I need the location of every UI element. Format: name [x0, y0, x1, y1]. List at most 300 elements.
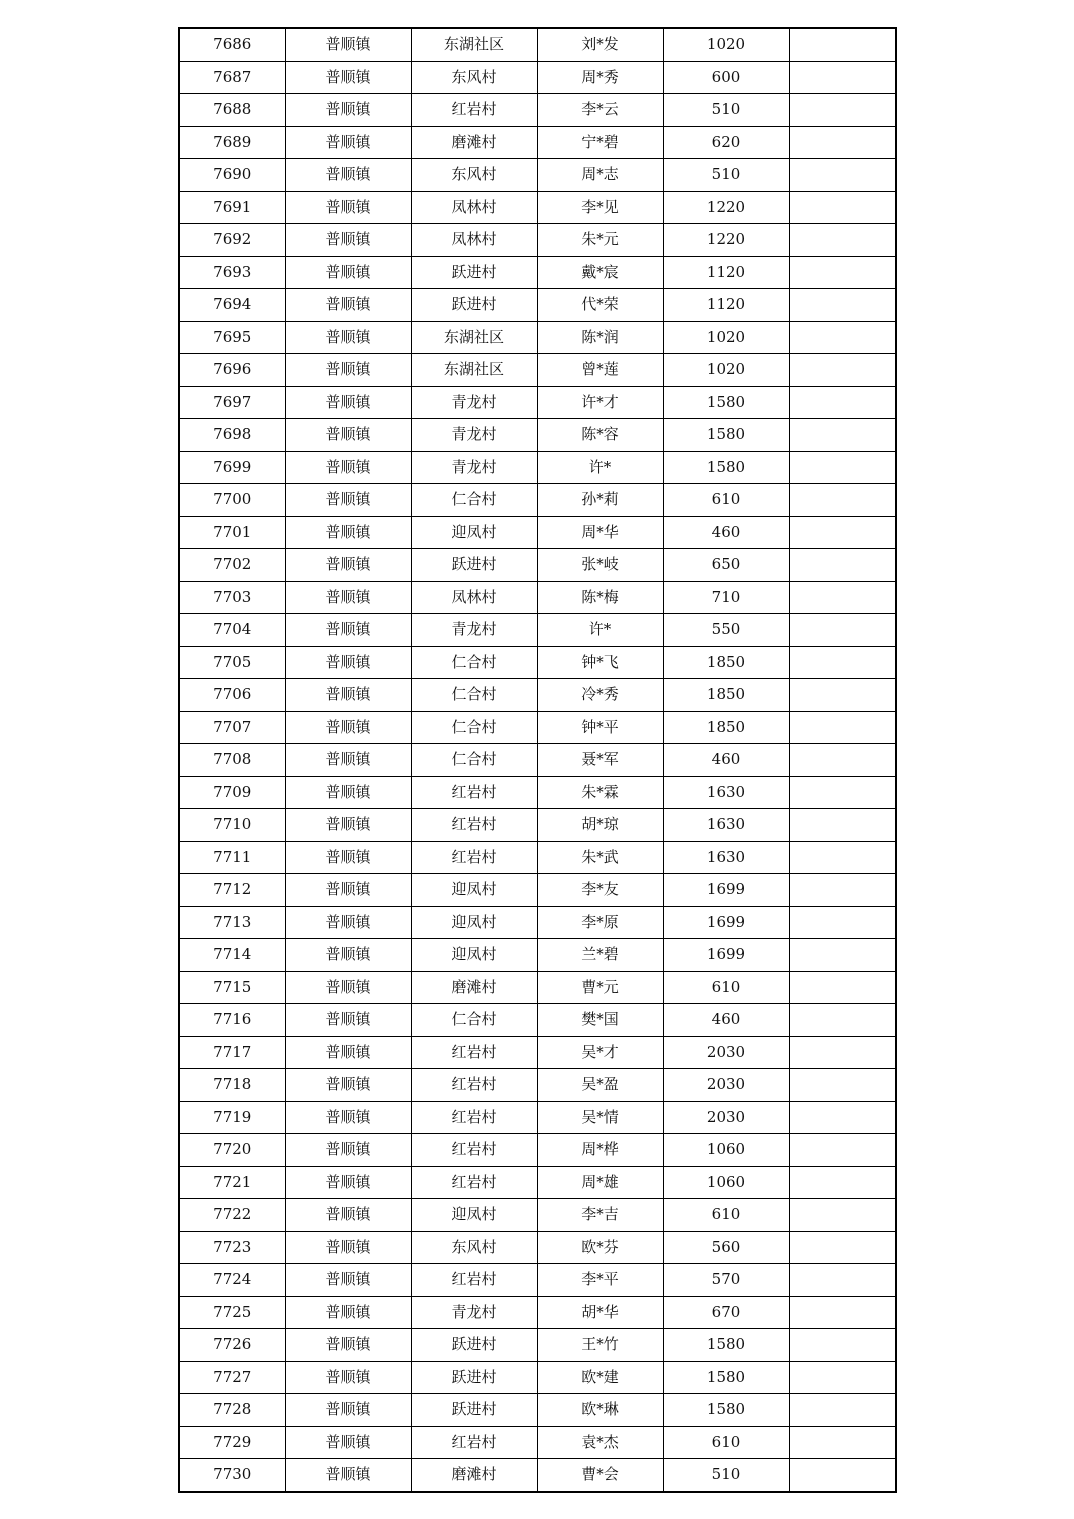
note-cell [789, 646, 896, 679]
table-row [179, 1329, 896, 1362]
amount-cell: 1699 [663, 874, 789, 907]
serial-number-cell: 7719 [179, 1101, 285, 1134]
note-cell [789, 94, 896, 127]
table-row [179, 321, 896, 354]
serial-number-cell: 7716 [179, 1004, 285, 1037]
note-cell [789, 1231, 896, 1264]
note-cell [789, 906, 896, 939]
town-cell: 普顺镇 [285, 874, 411, 907]
village-cell: 仁合村 [411, 646, 537, 679]
serial-number-cell: 7708 [179, 744, 285, 777]
note-cell [789, 841, 896, 874]
village-cell: 青龙村 [411, 1296, 537, 1329]
name-cell: 聂*军 [537, 744, 663, 777]
amount-cell: 570 [663, 1264, 789, 1297]
table-row [179, 711, 896, 744]
note-cell [789, 256, 896, 289]
town-cell: 普顺镇 [285, 1069, 411, 1102]
village-cell: 东湖社区 [411, 321, 537, 354]
table-row [179, 126, 896, 159]
amount-cell: 1850 [663, 711, 789, 744]
amount-cell: 1580 [663, 419, 789, 452]
name-cell: 陈*润 [537, 321, 663, 354]
note-cell [789, 809, 896, 842]
town-cell: 普顺镇 [285, 159, 411, 192]
amount-cell: 460 [663, 1004, 789, 1037]
table-row [179, 28, 896, 61]
amount-cell: 1220 [663, 224, 789, 257]
serial-number-cell: 7707 [179, 711, 285, 744]
amount-cell: 460 [663, 744, 789, 777]
note-cell [789, 28, 896, 61]
village-cell: 磨滩村 [411, 971, 537, 1004]
amount-cell: 2030 [663, 1069, 789, 1102]
serial-number-cell: 7714 [179, 939, 285, 972]
table-row [179, 1394, 896, 1427]
village-cell: 跃进村 [411, 289, 537, 322]
note-cell [789, 224, 896, 257]
town-cell: 普顺镇 [285, 581, 411, 614]
name-cell: 李*平 [537, 1264, 663, 1297]
table-row [179, 354, 896, 387]
name-cell: 樊*国 [537, 1004, 663, 1037]
amount-cell: 1850 [663, 646, 789, 679]
village-cell: 凤林村 [411, 581, 537, 614]
note-cell [789, 1361, 896, 1394]
town-cell: 普顺镇 [285, 1329, 411, 1362]
table-row [179, 159, 896, 192]
town-cell: 普顺镇 [285, 711, 411, 744]
serial-number-cell: 7725 [179, 1296, 285, 1329]
amount-cell: 1850 [663, 679, 789, 712]
village-cell: 凤林村 [411, 224, 537, 257]
table-row [179, 1101, 896, 1134]
town-cell: 普顺镇 [285, 1426, 411, 1459]
note-cell [789, 1426, 896, 1459]
table-row [179, 451, 896, 484]
serial-number-cell: 7703 [179, 581, 285, 614]
name-cell: 兰*碧 [537, 939, 663, 972]
note-cell [789, 1004, 896, 1037]
name-cell: 曾*莲 [537, 354, 663, 387]
table-row [179, 419, 896, 452]
serial-number-cell: 7701 [179, 516, 285, 549]
town-cell: 普顺镇 [285, 776, 411, 809]
village-cell: 红岩村 [411, 1134, 537, 1167]
village-cell: 跃进村 [411, 256, 537, 289]
name-cell: 朱*元 [537, 224, 663, 257]
serial-number-cell: 7722 [179, 1199, 285, 1232]
amount-cell: 1630 [663, 776, 789, 809]
serial-number-cell: 7691 [179, 191, 285, 224]
town-cell: 普顺镇 [285, 1394, 411, 1427]
note-cell [789, 1166, 896, 1199]
name-cell: 许* [537, 451, 663, 484]
village-cell: 磨滩村 [411, 126, 537, 159]
town-cell: 普顺镇 [285, 744, 411, 777]
name-cell: 朱*霖 [537, 776, 663, 809]
serial-number-cell: 7709 [179, 776, 285, 809]
note-cell [789, 971, 896, 1004]
table-row [179, 809, 896, 842]
note-cell [789, 451, 896, 484]
note-cell [789, 386, 896, 419]
town-cell: 普顺镇 [285, 94, 411, 127]
note-cell [789, 1394, 896, 1427]
town-cell: 普顺镇 [285, 939, 411, 972]
village-cell: 青龙村 [411, 386, 537, 419]
amount-cell: 2030 [663, 1101, 789, 1134]
note-cell [789, 874, 896, 907]
table-row [179, 386, 896, 419]
serial-number-cell: 7723 [179, 1231, 285, 1264]
note-cell [789, 321, 896, 354]
table-row [179, 939, 896, 972]
village-cell: 仁合村 [411, 711, 537, 744]
amount-cell: 1220 [663, 191, 789, 224]
name-cell: 周*志 [537, 159, 663, 192]
serial-number-cell: 7690 [179, 159, 285, 192]
name-cell: 李*云 [537, 94, 663, 127]
name-cell: 欧*芬 [537, 1231, 663, 1264]
name-cell: 吴*才 [537, 1036, 663, 1069]
serial-number-cell: 7700 [179, 484, 285, 517]
town-cell: 普顺镇 [285, 906, 411, 939]
amount-cell: 1580 [663, 386, 789, 419]
name-cell: 钟*平 [537, 711, 663, 744]
amount-cell: 1060 [663, 1166, 789, 1199]
village-cell: 仁合村 [411, 679, 537, 712]
table-row [179, 94, 896, 127]
name-cell: 周*华 [537, 516, 663, 549]
table-row [179, 224, 896, 257]
name-cell: 钟*飞 [537, 646, 663, 679]
name-cell: 胡*琼 [537, 809, 663, 842]
amount-cell: 1020 [663, 354, 789, 387]
village-cell: 迎凤村 [411, 1199, 537, 1232]
amount-cell: 610 [663, 484, 789, 517]
name-cell: 朱*武 [537, 841, 663, 874]
amount-cell: 1020 [663, 28, 789, 61]
name-cell: 陈*梅 [537, 581, 663, 614]
town-cell: 普顺镇 [285, 646, 411, 679]
serial-number-cell: 7710 [179, 809, 285, 842]
table-row [179, 874, 896, 907]
amount-cell: 1580 [663, 1361, 789, 1394]
serial-number-cell: 7718 [179, 1069, 285, 1102]
serial-number-cell: 7697 [179, 386, 285, 419]
name-cell: 李*原 [537, 906, 663, 939]
serial-number-cell: 7720 [179, 1134, 285, 1167]
serial-number-cell: 7712 [179, 874, 285, 907]
serial-number-cell: 7704 [179, 614, 285, 647]
table-row [179, 1134, 896, 1167]
roster-table [178, 27, 897, 1493]
name-cell: 袁*杰 [537, 1426, 663, 1459]
amount-cell: 560 [663, 1231, 789, 1264]
serial-number-cell: 7728 [179, 1394, 285, 1427]
note-cell [789, 1101, 896, 1134]
town-cell: 普顺镇 [285, 809, 411, 842]
amount-cell: 1699 [663, 939, 789, 972]
note-cell [789, 289, 896, 322]
note-cell [789, 1069, 896, 1102]
note-cell [789, 126, 896, 159]
note-cell [789, 614, 896, 647]
name-cell: 李*吉 [537, 1199, 663, 1232]
name-cell: 周*桦 [537, 1134, 663, 1167]
amount-cell: 2030 [663, 1036, 789, 1069]
name-cell: 孙*莉 [537, 484, 663, 517]
town-cell: 普顺镇 [285, 1264, 411, 1297]
serial-number-cell: 7717 [179, 1036, 285, 1069]
table-row [179, 776, 896, 809]
name-cell: 李*友 [537, 874, 663, 907]
name-cell: 代*荣 [537, 289, 663, 322]
town-cell: 普顺镇 [285, 841, 411, 874]
town-cell: 普顺镇 [285, 679, 411, 712]
table-row [179, 256, 896, 289]
village-cell: 青龙村 [411, 451, 537, 484]
serial-number-cell: 7699 [179, 451, 285, 484]
village-cell: 红岩村 [411, 1264, 537, 1297]
village-cell: 红岩村 [411, 94, 537, 127]
name-cell: 许* [537, 614, 663, 647]
table-row [179, 484, 896, 517]
town-cell: 普顺镇 [285, 614, 411, 647]
table-row [179, 614, 896, 647]
village-cell: 东湖社区 [411, 354, 537, 387]
table-row [179, 841, 896, 874]
note-cell [789, 1264, 896, 1297]
serial-number-cell: 7695 [179, 321, 285, 354]
serial-number-cell: 7686 [179, 28, 285, 61]
town-cell: 普顺镇 [285, 1199, 411, 1232]
town-cell: 普顺镇 [285, 451, 411, 484]
village-cell: 红岩村 [411, 809, 537, 842]
serial-number-cell: 7687 [179, 61, 285, 94]
amount-cell: 550 [663, 614, 789, 647]
amount-cell: 1699 [663, 906, 789, 939]
village-cell: 红岩村 [411, 1069, 537, 1102]
name-cell: 周*秀 [537, 61, 663, 94]
village-cell: 迎凤村 [411, 874, 537, 907]
village-cell: 东风村 [411, 61, 537, 94]
table-row [179, 1004, 896, 1037]
town-cell: 普顺镇 [285, 28, 411, 61]
town-cell: 普顺镇 [285, 191, 411, 224]
table-row [179, 1199, 896, 1232]
town-cell: 普顺镇 [285, 549, 411, 582]
roster-table-body [179, 28, 896, 1492]
table-row [179, 1361, 896, 1394]
serial-number-cell: 7730 [179, 1459, 285, 1492]
name-cell: 刘*发 [537, 28, 663, 61]
name-cell: 王*竹 [537, 1329, 663, 1362]
serial-number-cell: 7706 [179, 679, 285, 712]
amount-cell: 600 [663, 61, 789, 94]
serial-number-cell: 7693 [179, 256, 285, 289]
table-row [179, 516, 896, 549]
village-cell: 仁合村 [411, 1004, 537, 1037]
note-cell [789, 679, 896, 712]
amount-cell: 1630 [663, 809, 789, 842]
serial-number-cell: 7689 [179, 126, 285, 159]
village-cell: 跃进村 [411, 1394, 537, 1427]
amount-cell: 510 [663, 159, 789, 192]
village-cell: 东湖社区 [411, 28, 537, 61]
note-cell [789, 1199, 896, 1232]
amount-cell: 610 [663, 1199, 789, 1232]
village-cell: 红岩村 [411, 1036, 537, 1069]
note-cell [789, 354, 896, 387]
town-cell: 普顺镇 [285, 126, 411, 159]
name-cell: 李*见 [537, 191, 663, 224]
table-row [179, 1296, 896, 1329]
amount-cell: 510 [663, 94, 789, 127]
village-cell: 青龙村 [411, 614, 537, 647]
table-row [179, 549, 896, 582]
village-cell: 凤林村 [411, 191, 537, 224]
amount-cell: 460 [663, 516, 789, 549]
amount-cell: 710 [663, 581, 789, 614]
note-cell [789, 1459, 896, 1492]
amount-cell: 610 [663, 971, 789, 1004]
town-cell: 普顺镇 [285, 1459, 411, 1492]
name-cell: 陈*容 [537, 419, 663, 452]
table-row [179, 1036, 896, 1069]
village-cell: 红岩村 [411, 776, 537, 809]
village-cell: 跃进村 [411, 549, 537, 582]
town-cell: 普顺镇 [285, 354, 411, 387]
table-row [179, 289, 896, 322]
serial-number-cell: 7726 [179, 1329, 285, 1362]
note-cell [789, 1329, 896, 1362]
note-cell [789, 776, 896, 809]
table-row [179, 679, 896, 712]
village-cell: 红岩村 [411, 1166, 537, 1199]
note-cell [789, 1036, 896, 1069]
serial-number-cell: 7724 [179, 1264, 285, 1297]
town-cell: 普顺镇 [285, 1036, 411, 1069]
amount-cell: 1060 [663, 1134, 789, 1167]
town-cell: 普顺镇 [285, 1166, 411, 1199]
serial-number-cell: 7721 [179, 1166, 285, 1199]
note-cell [789, 484, 896, 517]
town-cell: 普顺镇 [285, 61, 411, 94]
serial-number-cell: 7692 [179, 224, 285, 257]
village-cell: 东风村 [411, 159, 537, 192]
note-cell [789, 711, 896, 744]
town-cell: 普顺镇 [285, 1101, 411, 1134]
village-cell: 红岩村 [411, 841, 537, 874]
name-cell: 张*岐 [537, 549, 663, 582]
village-cell: 迎凤村 [411, 516, 537, 549]
name-cell: 宁*碧 [537, 126, 663, 159]
serial-number-cell: 7698 [179, 419, 285, 452]
serial-number-cell: 7715 [179, 971, 285, 1004]
village-cell: 仁合村 [411, 744, 537, 777]
town-cell: 普顺镇 [285, 1004, 411, 1037]
name-cell: 曹*会 [537, 1459, 663, 1492]
village-cell: 青龙村 [411, 419, 537, 452]
note-cell [789, 1134, 896, 1167]
amount-cell: 670 [663, 1296, 789, 1329]
table-row [179, 906, 896, 939]
town-cell: 普顺镇 [285, 971, 411, 1004]
name-cell: 周*雄 [537, 1166, 663, 1199]
name-cell: 欧*建 [537, 1361, 663, 1394]
name-cell: 戴*宸 [537, 256, 663, 289]
note-cell [789, 744, 896, 777]
amount-cell: 1630 [663, 841, 789, 874]
note-cell [789, 419, 896, 452]
name-cell: 吴*盈 [537, 1069, 663, 1102]
note-cell [789, 191, 896, 224]
note-cell [789, 159, 896, 192]
serial-number-cell: 7694 [179, 289, 285, 322]
village-cell: 迎凤村 [411, 906, 537, 939]
note-cell [789, 1296, 896, 1329]
table-row [179, 1069, 896, 1102]
amount-cell: 1580 [663, 1329, 789, 1362]
table-row [179, 744, 896, 777]
town-cell: 普顺镇 [285, 224, 411, 257]
amount-cell: 1580 [663, 451, 789, 484]
amount-cell: 1580 [663, 1394, 789, 1427]
town-cell: 普顺镇 [285, 386, 411, 419]
village-cell: 迎凤村 [411, 939, 537, 972]
town-cell: 普顺镇 [285, 1361, 411, 1394]
village-cell: 红岩村 [411, 1101, 537, 1134]
amount-cell: 1020 [663, 321, 789, 354]
amount-cell: 650 [663, 549, 789, 582]
table-row [179, 971, 896, 1004]
town-cell: 普顺镇 [285, 1231, 411, 1264]
serial-number-cell: 7702 [179, 549, 285, 582]
village-cell: 磨滩村 [411, 1459, 537, 1492]
town-cell: 普顺镇 [285, 256, 411, 289]
note-cell [789, 939, 896, 972]
town-cell: 普顺镇 [285, 1296, 411, 1329]
name-cell: 欧*琳 [537, 1394, 663, 1427]
village-cell: 跃进村 [411, 1329, 537, 1362]
name-cell: 冷*秀 [537, 679, 663, 712]
amount-cell: 1120 [663, 256, 789, 289]
table-row [179, 61, 896, 94]
table-row [179, 581, 896, 614]
amount-cell: 510 [663, 1459, 789, 1492]
town-cell: 普顺镇 [285, 289, 411, 322]
table-row [179, 191, 896, 224]
village-cell: 东风村 [411, 1231, 537, 1264]
name-cell: 许*才 [537, 386, 663, 419]
table-row [179, 1459, 896, 1492]
table-row [179, 646, 896, 679]
table-row [179, 1231, 896, 1264]
name-cell: 吴*情 [537, 1101, 663, 1134]
serial-number-cell: 7729 [179, 1426, 285, 1459]
note-cell [789, 581, 896, 614]
village-cell: 跃进村 [411, 1361, 537, 1394]
serial-number-cell: 7696 [179, 354, 285, 387]
table-row [179, 1426, 896, 1459]
table-row [179, 1166, 896, 1199]
amount-cell: 610 [663, 1426, 789, 1459]
serial-number-cell: 7688 [179, 94, 285, 127]
note-cell [789, 549, 896, 582]
amount-cell: 620 [663, 126, 789, 159]
